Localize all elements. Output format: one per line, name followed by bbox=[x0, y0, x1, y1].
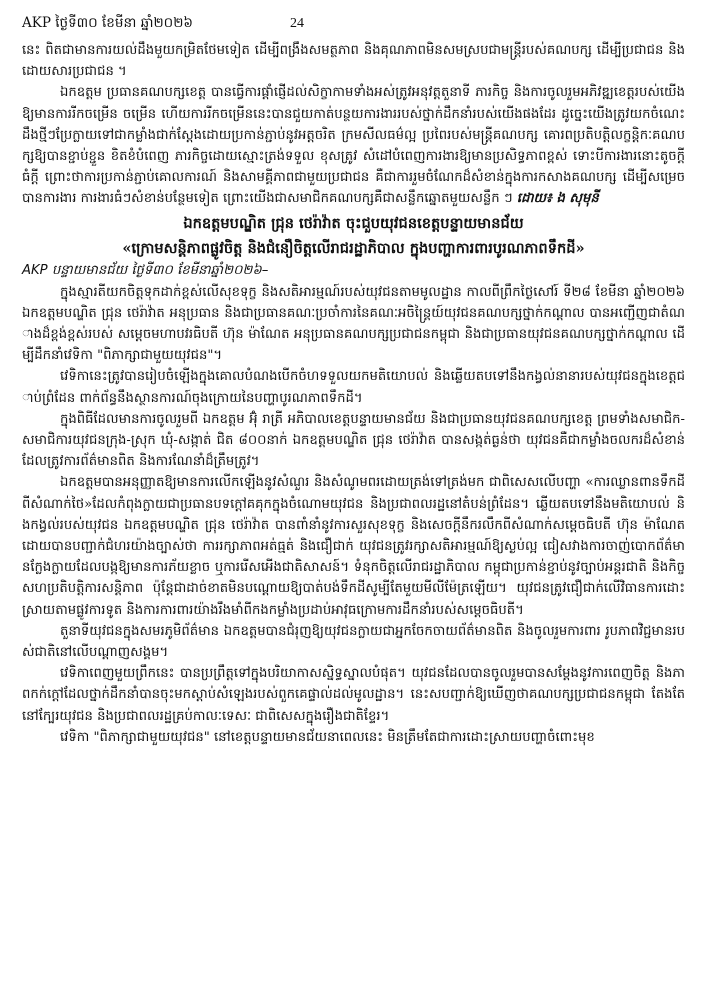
article2-paragraph-6: វេទិកាពេញមួយព្រឹកនេះ បានប្រព្រឹត្តទៅក្នុងបរិយាកាសស្និទ្ធស្នាលបំផុត។ យុវជនដែលបានចូលរួមបានសម្តែងនូវការពេញចិត្ត និងភាពកក់ក្តៅដែលថ្នាក់ដឹកនាំបានចុះមកស្តាប់សំឡេងរបស់ពួកគេផ្ទាល់ដល់មូលដ្ឋាន។ នេះសបញ្ជាក់ឱ្យឃើញថាគណបក្សប្រជាជនកម្ពុជា តែងតែនៅក្បែរយុវជន និងប្រជាពលរដ្ឋគ្រប់កាលៈទេសៈ ជាពិសេសក្នុងរឿងជាតិខ្ទែរ។ bbox=[22, 666, 685, 724]
page-number: 24 bbox=[290, 16, 304, 31]
article1-paragraph-1: នេះ ពិតជាមានការយល់ដឹងមួយកម្រិតថែមទៀត ដើម្បីពង្រឹងសមត្ថភាព និងគុណភាពមិនសមស្របជាមន្ត្រីរបស់គណបក្ស ដើម្បីប្រជាជន និងដោយសារប្រជាជន ។ bbox=[22, 43, 685, 80]
article2-paragraph-4: ឯកឧត្តមបានអនុញ្ញាតឱ្យមានការលើកឡើងនូវសំណួរ និងសំណូមពរដោយត្រង់ទៅត្រង់មក ជាពិសេសលើបញ្ហា «ការឈ្លានពានទឹកដីពីសំណាក់ថៃ»ដែលកំពុងក្លាយជាប្រធានបទក្តៅគគុកក្នុងចំណោមយុវជន និងប្រជាពលរដ្ឋនៅតំបន់ព្រំដែន។ ឆ្លើយតបទៅនឹងមតិយោបល់ និងកង្វល់របស់យុវជន ឯកឧត្តមបណ្ឌិត ជ្រុន ថេរ៉ាវ៉ាត បានពាំនាំនូវការសួរសុខទុក្ខ និងសេចក្តីនឹករលឹកពីសំណាក់សម្តេចធិបតី ហ៊ុន ម៉ាណែត ដោយបានបញ្ជាក់ជំហរយ៉ាងច្បាស់ថា ការរក្សាភាពអត់ធ្មត់ និងជឿជាក់ យុវជនត្រូវរក្សាសតិអារម្មណ៍ឱ្យស្ងប់ល្អ ជៀសវាងការចាញ់បោកព័ត៌មានក្លែងក្លាយដែលបង្កឱ្យមានការភ័យខ្លាច ឬការរើសអើងជាតិសាសន៍។ ទំនុកចិត្តលើរាជរដ្ឋាភិបាល កម្ពុជាប្រកាន់ខ្ជាប់នូវច្បាប់អន្តរជាតិ និងកិច្ចសហប្រតិបត្តិការសន្តិភាព ប៉ុន្តែជាដាច់ខាតមិនបណ្តោយឱ្យបាត់បង់ទឹកដីសូម្បីតែមួយមីលីម៉ែត្រឡើយ។ យុវជនត្រូវជឿជាក់លើវិធានការដោះស្រាយតាមផ្លូវការទូត និងការការពារយ៉ាងរឹងមាំពីកងកម្លាំងប្រដាប់អាវុធក្រោមការដឹកនាំរបស់សម្តេចធិបតី។ bbox=[22, 475, 685, 618]
article2-paragraph-5: តួនាទីយុវជនក្នុងសមរភូមិព័ត៌មាន ឯកឧត្តមបានជំរុញឱ្យយុវជនក្លាយជាអ្នកចែកចាយព័ត៌មានពិត និងចូលរួមការពារ រូបភាពវិជ្ជមានរបស់ជាតិនៅលើបណ្តាញសង្គម។ bbox=[22, 623, 685, 661]
article1-paragraph-2 bbox=[22, 82, 685, 209]
article2-paragraph-1: ក្នុងស្មារតីយកចិត្តទុកដាក់ខ្ពស់លើសុខទុក្ខ និងសតិអារម្មណ៍របស់យុវជនតាមមូលដ្ឋាន កាលពីព្រឹកថ្ងៃសៅរ៍ ទី២៨ ខែមីនា ឆ្នាំ២០២៦ ឯកឧត្តមបណ្ឌិត ជ្រុន ថេរ៉ាវ៉ាត អនុប្រធាន និងជាប្រធានគណៈប្រចាំការនៃគណៈអចិន្ត្រៃយ៍យុវជនគណបក្សថ្នាក់កណ្តាល បានអញ្ជើញជាតំណាងដ៏ខ្ពង់ខ្ពស់របស់ សម្តេចមហាបវរធិបតី ហ៊ុន ម៉ាណែត អនុប្រធានគណបក្សប្រជាជនកម្ពុជា និងជាប្រធានយុវជនគណបក្សថ្នាក់កណ្តាល ដើម្បីដឹកនាំវេទិកា "ពិភាក្សាជាមួយយុវជន"។ bbox=[22, 284, 685, 364]
running-header bbox=[22, 14, 685, 40]
article2-dateline: AKP បន្ទាយមានជ័យ ថ្ងៃទី៣០ ខែមីនាឆ្នាំ២០២៦– bbox=[22, 262, 269, 278]
article2-headline-2: «ក្រោមសន្តិភាពផ្លូវចិត្ត និងជំនឿចិត្តលើរាជរដ្ឋាភិបាល ក្នុងបញ្ហាការពារបូរណភាពទឹកដី» bbox=[122, 239, 585, 257]
article2-headline-1: ឯកឧត្តមបណ្ឌិត ជ្រុន ថេរ៉ាវ៉ាត ចុះជួបយុវជនខេត្តបន្ទាយមានជ័យ bbox=[183, 214, 524, 232]
article1-paragraph-2-text: ឯកឧត្តម ប្រធានគណបក្សខេត្ត បានធ្វើការផ្តាំផ្ញើដល់សិក្ខាកាមទាំងអស់ត្រូវអនុវត្តតួនាទី ភារកិច្ច និងការចូលរួមអភិវឌ្ឍខេត្តរបស់យើងឱ្យមានការរីកចម្រើន ចម្រើន ហើយការរីកចម្រើននេះបានជួយកាត់បន្ថយការងាររបស់ថ្នាក់ដឹកនាំរបស់យើងផងដែរ ដូច្នេះយើងត្រូវយកចំណេះដឹងថ្មីៗប្រែក្លាយទៅជាកម្លាំងជាក់ស្តែងដោយប្រកាន់ភ្ជាប់នូវអត្តចរិត ក្រមសីលធម៌ល្អ ប្រពៃរបស់មន្ត្រីគណបក្ស គោរពប្រតិបត្តិលក្ខន្តិកៈគណបក្សឱ្យបានខ្ជាប់ខ្ជួន ខិតខំបំពេញ ភារកិច្ចដោយស្មោះត្រង់ទទួល ខុសត្រូវ សំដៅបំពេញការងារឱ្យមានប្រសិទ្ធភាពខ្ពស់ ទោះបីការងារនោះតូចក្តី ធំក្តី ព្រោះថាការប្រកាន់ភ្ជាប់គោលការណ៍ និងសាមគ្គីភាពជាមួយប្រជាជន គឺជាការរួមចំណែកដ៏សំខាន់ក្នុងការកសាងគណបក្ស ដើម្បីសម្រេចបានការងារ ការងារធំៗសំខាន់បន្ថែមទៀត ព្រោះយើងជាសមាជិកគណបក្សគឺជាសន្លឹកឆ្នោតមួយសន្លឹក ៗ bbox=[22, 85, 685, 207]
article2-paragraph-7: វេទិកា "ពិភាក្សាជាមួយយុវជន" នៅខេត្តបន្ទាយមានជ័យនាពេលនេះ មិនត្រឹមតែជាការដោះស្រាយបញ្ហាចំពោះមុខ bbox=[60, 729, 595, 745]
article2-paragraph-3: ក្នុងពិធីដែលមានការចូលរួមពី ឯកឧត្តម អ៊ុំ រាត្រី អភិបាលខេត្តបន្ទាយមានជ័យ និងជាប្រធានយុវជនគណបក្សខេត្ត ព្រមទាំងសមាជិក-សមាជិការយុវជនក្រុង-ស្រុក ឃុំ-សង្កាត់ ជិត ៨០០នាក់ ឯកឧត្តមបណ្ឌិត ជ្រុន ថេរ៉ាវ៉ាត បានសង្កត់ធ្ងន់ថា យុវជនគឺជាកម្លាំងចលករដ៏សំខាន់ដែលត្រូវការព័ត៌មានពិត និងការណែនាំដ៏ត្រឹមត្រូវ។ bbox=[22, 411, 685, 470]
article1-byline: ដោយ៖ ង សុមុនី bbox=[516, 191, 599, 207]
header-date: AKP ថ្ងៃទី៣០ ខែមីនា ឆ្នាំ២០២៦ bbox=[22, 15, 193, 31]
article2-paragraph-2: វេទិកានេះត្រូវបានរៀបចំឡើងក្នុងគោលបំណងបើកចំហទទួលយកមតិយោបល់ និងឆ្លើយតបទៅនឹងកង្វល់នានារបស់យុវជនក្នុងខេត្តជាប់ព្រំដែន ពាក់ព័ន្ធនឹងស្ថានការណ៍ចុងក្រោយនៃបញ្ហាបូរណភាពទឹកដី។ bbox=[22, 369, 685, 406]
